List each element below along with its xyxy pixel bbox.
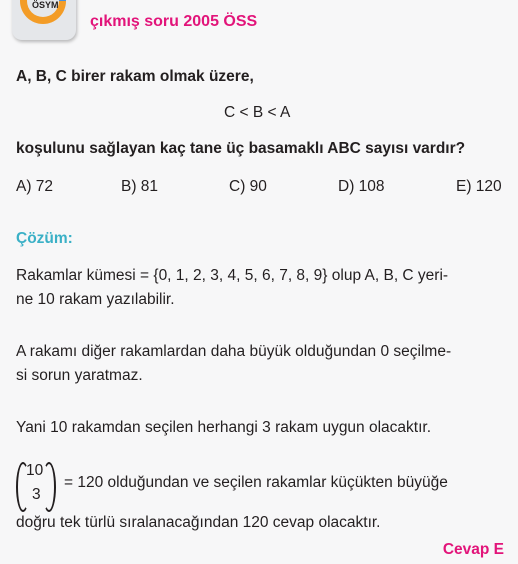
binomial-top: 10 xyxy=(26,462,44,479)
solution-title: Çözüm: xyxy=(16,230,73,247)
option-d[interactable]: D) 108 xyxy=(338,178,385,195)
answer-label: Cevap E xyxy=(442,541,504,558)
solution-p1-line-1: Rakamlar kümesi = {0, 1, 2, 3, 4, 5, 6, 7, 8, 9} olup A, B, C yeri- xyxy=(16,267,449,284)
option-b[interactable]: B) 81 xyxy=(121,178,159,195)
solution-p4-line-2: doğru tek türlü sıralanacağından 120 cevap olacaktır. xyxy=(16,514,381,531)
question-line-2: koşulunu sağlayan kaç tane üç basamaklı ABC sayısı vardır? xyxy=(16,140,466,157)
osym-logo xyxy=(12,0,76,40)
logo-text: ÖSYM xyxy=(32,0,59,10)
option-c[interactable]: C) 90 xyxy=(229,178,267,195)
solution-p3: Yani 10 rakamdan seçilen herhangi 3 rakam uygun olacaktır. xyxy=(16,419,432,436)
solution-p2-line-1: A rakamı diğer rakamlardan daha büyük olduğundan 0 seçilme- xyxy=(16,343,452,360)
solution-p1-line-2: ne 10 rakam yazılabilir. xyxy=(16,291,175,308)
binomial-right-paren xyxy=(42,462,56,512)
option-e[interactable]: E) 120 xyxy=(456,178,502,195)
question-condition: C < B < A xyxy=(224,104,291,121)
option-a[interactable]: A) 72 xyxy=(16,178,54,195)
solution-p2-line-2: si sorun yaratmaz. xyxy=(16,367,143,384)
binomial-bottom: 3 xyxy=(32,486,41,503)
solution-p4-line-1: = 120 olduğundan ve seçilen rakamlar küçükten büyüğe xyxy=(64,474,448,491)
question-line-1: A, B, C birer rakam olmak üzere, xyxy=(16,68,254,85)
source-label: çıkmış soru 2005 ÖSS xyxy=(90,13,258,30)
